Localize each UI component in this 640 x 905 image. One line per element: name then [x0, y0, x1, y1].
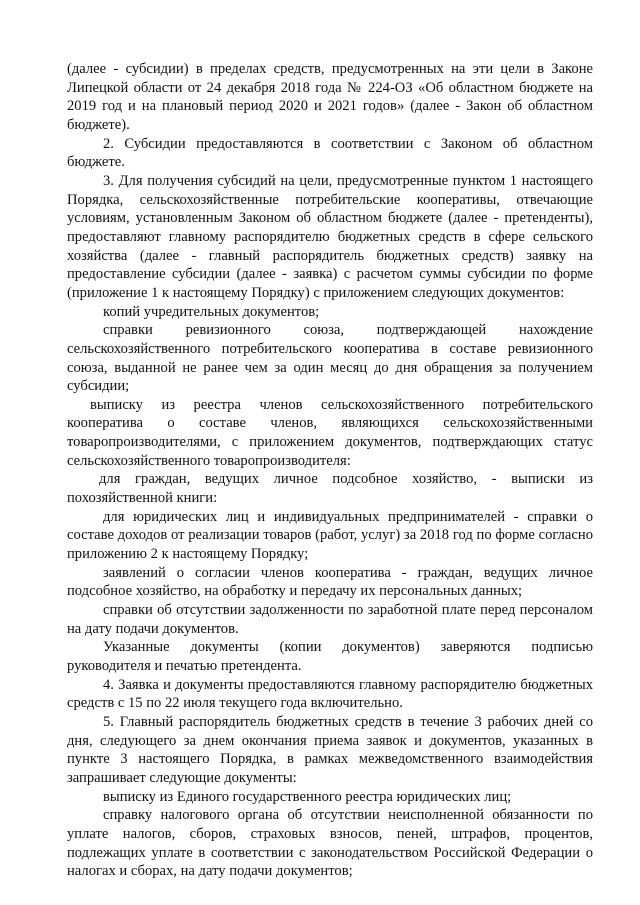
- document-page: [67, 60, 593, 881]
- paragraph-certification: Указанные документы (копии документов) заверяются подписью руководителя и печатью претендента.: [67, 639, 593, 674]
- paragraph-item-3: 3. Для получения субсидий на цели, предусмотренные пунктом 1 настоящего Порядка, сельскохозяйственные потребительские кооперативы, отвечающие условиям, установленным Законом об областном бюджете (далее - претенденты), предоставляют главному распорядителю бюджетных средств в сфере сельского хозяйства (далее - главный распорядитель бюджетных средств) заявку на предоставление субсидии (далее - заявка) с расчетом суммы субсидии по форме (приложение 1 к настоящему Порядку) с приложением следующих документов:: [67, 172, 593, 301]
- paragraph-item-4: 4. Заявка и документы предоставляются главному распорядителю бюджетных средств с 15 по 22 июля текущего года включительно.: [67, 676, 593, 712]
- list-item-audit-union-certificate: справки ревизионного союза, подтверждающей нахождение сельскохозяйственного потребительского кооператива в составе ревизионного союза, выданной не ранее чем за один месяц до дня обращения за получением субсидии;: [67, 322, 593, 395]
- list-item-egrul-extract: выписку из Единого государственного реестра юридических лиц;: [103, 788, 512, 805]
- list-item-income-certificate: для юридических лиц и индивидуальных предпринимателей - справки о составе доходов от реализации товаров (работ, услуг) за 2018 год по форме согласно приложению 2 к настоящему Порядку;: [67, 508, 593, 563]
- list-item-founding-documents: копий учредительных документов;: [103, 303, 320, 320]
- paragraph-intro: (далее - субсидии) в пределах средств, предусмотренных на эти цели в Законе Липецкой области от 24 декабря 2018 года № 224-ОЗ «Об областном бюджете на 2019 год и на плановый период 2020 и 2021 годов» (далее - Закон об областном бюджете).: [67, 61, 593, 133]
- paragraph-item-2: 2. Субсидии предоставляются в соответствии с Законом об областном бюджете.: [67, 135, 593, 171]
- list-item-household-book-extract: для граждан, ведущих личное подсобное хозяйство, - выписки из похозяйственной книги:: [67, 471, 593, 507]
- list-item-consent-statements: заявлений о согласии членов кооператива - граждан, ведущих личное подсобное хозяйство, на обработку и передачу их персональных данных;: [67, 564, 593, 600]
- list-item-members-register-extract: выписку из реестра членов сельскохозяйственного потребительского кооператива о составе членов, являющихся сельскохозяйственными товаропроизводителями, с приложением документов, подтверждающих статус сельскохозяйственного товаропроизводителя:: [67, 396, 593, 469]
- paragraph-item-5: 5. Главный распорядитель бюджетных средств в течение 3 рабочих дней со дня, следующего за днем окончания приема заявок и документов, указанных в пункте 3 настоящего Порядка, в рамках межведомственного взаимодействия запрашивает следующие документы:: [67, 713, 593, 786]
- list-item-no-wage-arrears: справки об отсутствии задолженности по заработной плате перед персоналом на дату подачи документов.: [67, 602, 593, 637]
- list-item-tax-certificate: справку налогового органа об отсутствии неисполненной обязанности по уплате налогов, сборов, страховых взносов, пеней, штрафов, процентов, подлежащих уплате в соответствии с законодательством Российской Федерации о налогах и сборах, на дату подачи документов;: [67, 807, 593, 880]
